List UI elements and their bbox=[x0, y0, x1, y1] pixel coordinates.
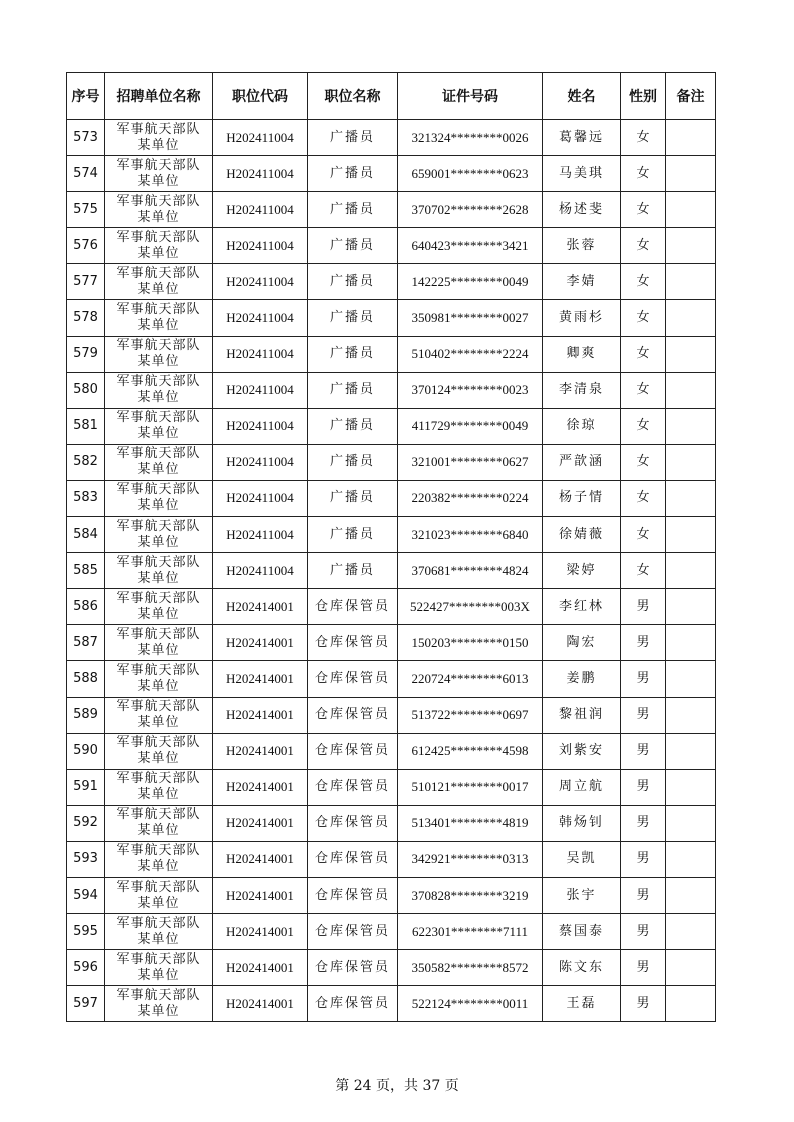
cell-code: H202414001 bbox=[213, 733, 308, 769]
cell-unit-line2: 某单位 bbox=[137, 426, 180, 442]
cell-gender: 女 bbox=[621, 300, 666, 336]
cell-seq: 586 bbox=[67, 589, 105, 625]
cell-seq: 575 bbox=[67, 192, 105, 228]
cell-unit bbox=[105, 769, 213, 805]
header-gender: 性别 bbox=[621, 73, 666, 120]
table-row bbox=[67, 300, 716, 336]
cell-unit-line2: 某单位 bbox=[137, 390, 180, 406]
header-name: 姓名 bbox=[543, 73, 621, 120]
cell-code: H202411004 bbox=[213, 192, 308, 228]
cell-name: 王磊 bbox=[543, 986, 621, 1022]
cell-unit-line2: 某单位 bbox=[137, 787, 180, 803]
cell-seq: 588 bbox=[67, 661, 105, 697]
cell-position: 广播员 bbox=[308, 120, 398, 156]
cell-id: 370828********3219 bbox=[398, 877, 543, 913]
cell-gender: 男 bbox=[621, 589, 666, 625]
cell-seq: 576 bbox=[67, 228, 105, 264]
cell-unit-line1: 军事航天部队 bbox=[116, 590, 201, 606]
cell-unit bbox=[105, 192, 213, 228]
cell-code: H202411004 bbox=[213, 300, 308, 336]
page-footer: 第 24 页，共 37 页 bbox=[335, 1078, 459, 1094]
cell-note bbox=[666, 625, 716, 661]
table-row bbox=[67, 769, 716, 805]
table-row bbox=[67, 589, 716, 625]
cell-note bbox=[666, 697, 716, 733]
cell-unit-line1: 军事航天部队 bbox=[116, 987, 201, 1003]
cell-unit bbox=[105, 914, 213, 950]
cell-note bbox=[666, 300, 716, 336]
cell-position: 仓库保管员 bbox=[308, 589, 398, 625]
cell-unit-line2: 某单位 bbox=[137, 318, 180, 334]
cell-unit-line1: 军事航天部队 bbox=[116, 735, 201, 751]
cell-seq: 573 bbox=[67, 120, 105, 156]
cell-seq: 574 bbox=[67, 156, 105, 192]
cell-id: 350582********8572 bbox=[398, 950, 543, 986]
cell-unit-line1: 军事航天部队 bbox=[116, 374, 201, 390]
cell-code: H202411004 bbox=[213, 264, 308, 300]
cell-code: H202414001 bbox=[213, 589, 308, 625]
cell-seq: 583 bbox=[67, 480, 105, 516]
cell-gender: 女 bbox=[621, 336, 666, 372]
cell-unit-line1: 军事航天部队 bbox=[116, 626, 201, 642]
cell-id: 321324********0026 bbox=[398, 120, 543, 156]
cell-id: 220382********0224 bbox=[398, 480, 543, 516]
cell-name: 张蓉 bbox=[543, 228, 621, 264]
cell-unit bbox=[105, 625, 213, 661]
header-code: 职位代码 bbox=[213, 73, 308, 120]
cell-unit bbox=[105, 877, 213, 913]
cell-name: 李婧 bbox=[543, 264, 621, 300]
cell-note bbox=[666, 805, 716, 841]
cell-seq: 579 bbox=[67, 336, 105, 372]
cell-id: 640423********3421 bbox=[398, 228, 543, 264]
cell-unit bbox=[105, 408, 213, 444]
cell-unit bbox=[105, 661, 213, 697]
cell-unit-line2: 某单位 bbox=[137, 498, 180, 514]
cell-gender: 男 bbox=[621, 769, 666, 805]
cell-unit bbox=[105, 553, 213, 589]
cell-gender: 女 bbox=[621, 517, 666, 553]
cell-note bbox=[666, 589, 716, 625]
cell-position: 仓库保管员 bbox=[308, 986, 398, 1022]
cell-note bbox=[666, 877, 716, 913]
cell-position: 广播员 bbox=[308, 553, 398, 589]
cell-unit-line2: 某单位 bbox=[137, 281, 180, 297]
table-row bbox=[67, 444, 716, 480]
cell-unit-line1: 军事航天部队 bbox=[116, 302, 201, 318]
cell-unit-line2: 某单位 bbox=[137, 1003, 180, 1019]
cell-position: 广播员 bbox=[308, 444, 398, 480]
cell-code: H202411004 bbox=[213, 553, 308, 589]
cell-name: 刘紫安 bbox=[543, 733, 621, 769]
cell-seq: 597 bbox=[67, 986, 105, 1022]
cell-unit-line1: 军事航天部队 bbox=[116, 879, 201, 895]
cell-position: 仓库保管员 bbox=[308, 914, 398, 950]
cell-seq: 578 bbox=[67, 300, 105, 336]
cell-unit-line2: 某单位 bbox=[137, 859, 180, 875]
cell-unit-line1: 军事航天部队 bbox=[116, 410, 201, 426]
cell-name: 杨子情 bbox=[543, 480, 621, 516]
cell-id: 513722********0697 bbox=[398, 697, 543, 733]
table-row bbox=[67, 336, 716, 372]
header-note: 备注 bbox=[666, 73, 716, 120]
cell-name: 徐婧薇 bbox=[543, 517, 621, 553]
cell-unit bbox=[105, 228, 213, 264]
cell-unit bbox=[105, 372, 213, 408]
cell-gender: 女 bbox=[621, 120, 666, 156]
cell-gender: 男 bbox=[621, 914, 666, 950]
table-row bbox=[67, 120, 716, 156]
header-id: 证件号码 bbox=[398, 73, 543, 120]
cell-note bbox=[666, 120, 716, 156]
table-row bbox=[67, 192, 716, 228]
cell-code: H202414001 bbox=[213, 805, 308, 841]
cell-gender: 女 bbox=[621, 228, 666, 264]
cell-id: 321023********6840 bbox=[398, 517, 543, 553]
header-seq: 序号 bbox=[67, 73, 105, 120]
cell-unit bbox=[105, 444, 213, 480]
cell-unit-line2: 某单位 bbox=[137, 678, 180, 694]
cell-unit-line1: 军事航天部队 bbox=[116, 807, 201, 823]
cell-gender: 女 bbox=[621, 156, 666, 192]
cell-note bbox=[666, 192, 716, 228]
cell-gender: 男 bbox=[621, 661, 666, 697]
table-row bbox=[67, 553, 716, 589]
cell-unit-line2: 某单位 bbox=[137, 823, 180, 839]
cell-code: H202411004 bbox=[213, 156, 308, 192]
cell-position: 广播员 bbox=[308, 517, 398, 553]
table-row bbox=[67, 517, 716, 553]
cell-name: 李红林 bbox=[543, 589, 621, 625]
cell-id: 510121********0017 bbox=[398, 769, 543, 805]
cell-seq: 591 bbox=[67, 769, 105, 805]
cell-gender: 男 bbox=[621, 986, 666, 1022]
cell-unit-line2: 某单位 bbox=[137, 895, 180, 911]
cell-position: 仓库保管员 bbox=[308, 950, 398, 986]
cell-id: 612425********4598 bbox=[398, 733, 543, 769]
cell-position: 广播员 bbox=[308, 228, 398, 264]
cell-gender: 女 bbox=[621, 553, 666, 589]
cell-unit-line2: 某单位 bbox=[137, 606, 180, 622]
cell-name: 马美琪 bbox=[543, 156, 621, 192]
cell-code: H202411004 bbox=[213, 517, 308, 553]
cell-id: 659001********0623 bbox=[398, 156, 543, 192]
table-row bbox=[67, 697, 716, 733]
cell-seq: 589 bbox=[67, 697, 105, 733]
cell-name: 蔡国泰 bbox=[543, 914, 621, 950]
cell-position: 仓库保管员 bbox=[308, 661, 398, 697]
cell-note bbox=[666, 986, 716, 1022]
cell-name: 徐琼 bbox=[543, 408, 621, 444]
table-row bbox=[67, 408, 716, 444]
cell-seq: 593 bbox=[67, 841, 105, 877]
cell-unit-line2: 某单位 bbox=[137, 931, 180, 947]
cell-code: H202414001 bbox=[213, 697, 308, 733]
table-row bbox=[67, 264, 716, 300]
cell-name: 姜鹏 bbox=[543, 661, 621, 697]
cell-gender: 男 bbox=[621, 697, 666, 733]
cell-note bbox=[666, 733, 716, 769]
cell-unit-line2: 某单位 bbox=[137, 570, 180, 586]
cell-unit-line1: 军事航天部队 bbox=[116, 951, 201, 967]
cell-seq: 590 bbox=[67, 733, 105, 769]
cell-unit-line1: 军事航天部队 bbox=[116, 915, 201, 931]
table-row bbox=[67, 625, 716, 661]
cell-note bbox=[666, 553, 716, 589]
cell-note bbox=[666, 156, 716, 192]
table-row bbox=[67, 877, 716, 913]
cell-unit bbox=[105, 517, 213, 553]
cell-seq: 580 bbox=[67, 372, 105, 408]
cell-unit-line1: 军事航天部队 bbox=[116, 193, 201, 209]
cell-gender: 男 bbox=[621, 877, 666, 913]
candidate-table bbox=[66, 72, 716, 1022]
cell-position: 仓库保管员 bbox=[308, 841, 398, 877]
cell-unit bbox=[105, 156, 213, 192]
cell-name: 黄雨杉 bbox=[543, 300, 621, 336]
cell-unit-line1: 军事航天部队 bbox=[116, 518, 201, 534]
cell-unit-line1: 军事航天部队 bbox=[116, 229, 201, 245]
cell-unit bbox=[105, 300, 213, 336]
cell-code: H202414001 bbox=[213, 661, 308, 697]
cell-unit-line2: 某单位 bbox=[137, 967, 180, 983]
cell-seq: 594 bbox=[67, 877, 105, 913]
cell-position: 仓库保管员 bbox=[308, 733, 398, 769]
table-row bbox=[67, 805, 716, 841]
cell-position: 广播员 bbox=[308, 480, 398, 516]
cell-unit-line1: 军事航天部队 bbox=[116, 482, 201, 498]
cell-seq: 595 bbox=[67, 914, 105, 950]
cell-code: H202411004 bbox=[213, 408, 308, 444]
cell-position: 广播员 bbox=[308, 192, 398, 228]
cell-note bbox=[666, 841, 716, 877]
cell-id: 510402********2224 bbox=[398, 336, 543, 372]
cell-id: 350981********0027 bbox=[398, 300, 543, 336]
cell-id: 411729********0049 bbox=[398, 408, 543, 444]
cell-code: H202414001 bbox=[213, 625, 308, 661]
cell-unit-line2: 某单位 bbox=[137, 209, 180, 225]
cell-unit-line1: 军事航天部队 bbox=[116, 554, 201, 570]
cell-seq: 584 bbox=[67, 517, 105, 553]
cell-note bbox=[666, 408, 716, 444]
cell-unit-line1: 军事航天部队 bbox=[116, 771, 201, 787]
cell-unit-line2: 某单位 bbox=[137, 245, 180, 261]
cell-gender: 女 bbox=[621, 408, 666, 444]
cell-unit bbox=[105, 120, 213, 156]
cell-unit bbox=[105, 986, 213, 1022]
cell-unit-line1: 军事航天部队 bbox=[116, 157, 201, 173]
cell-unit bbox=[105, 697, 213, 733]
cell-code: H202414001 bbox=[213, 769, 308, 805]
cell-unit-line2: 某单位 bbox=[137, 354, 180, 370]
cell-unit-line1: 军事航天部队 bbox=[116, 662, 201, 678]
header-unit: 招聘单位名称 bbox=[105, 73, 213, 120]
cell-code: H202414001 bbox=[213, 914, 308, 950]
table-body bbox=[67, 120, 716, 1022]
cell-position: 仓库保管员 bbox=[308, 805, 398, 841]
cell-code: H202414001 bbox=[213, 950, 308, 986]
cell-note bbox=[666, 336, 716, 372]
table-header-row bbox=[67, 73, 716, 120]
table-row bbox=[67, 156, 716, 192]
cell-seq: 587 bbox=[67, 625, 105, 661]
cell-unit-line1: 军事航天部队 bbox=[116, 699, 201, 715]
cell-gender: 男 bbox=[621, 950, 666, 986]
cell-code: H202411004 bbox=[213, 444, 308, 480]
cell-id: 513401********4819 bbox=[398, 805, 543, 841]
cell-unit bbox=[105, 733, 213, 769]
cell-note bbox=[666, 914, 716, 950]
cell-code: H202414001 bbox=[213, 986, 308, 1022]
cell-unit-line2: 某单位 bbox=[137, 462, 180, 478]
cell-gender: 女 bbox=[621, 444, 666, 480]
cell-unit-line1: 军事航天部队 bbox=[116, 843, 201, 859]
cell-name: 吴凯 bbox=[543, 841, 621, 877]
cell-code: H202414001 bbox=[213, 841, 308, 877]
cell-gender: 男 bbox=[621, 625, 666, 661]
cell-code: H202411004 bbox=[213, 372, 308, 408]
cell-name: 陶宏 bbox=[543, 625, 621, 661]
cell-unit-line1: 军事航天部队 bbox=[116, 446, 201, 462]
cell-unit bbox=[105, 480, 213, 516]
table-row bbox=[67, 950, 716, 986]
cell-seq: 577 bbox=[67, 264, 105, 300]
cell-unit bbox=[105, 264, 213, 300]
cell-note bbox=[666, 228, 716, 264]
cell-id: 321001********0627 bbox=[398, 444, 543, 480]
cell-note bbox=[666, 480, 716, 516]
cell-gender: 男 bbox=[621, 733, 666, 769]
cell-position: 广播员 bbox=[308, 408, 398, 444]
cell-seq: 596 bbox=[67, 950, 105, 986]
cell-position: 仓库保管员 bbox=[308, 769, 398, 805]
table-row bbox=[67, 733, 716, 769]
cell-id: 370124********0023 bbox=[398, 372, 543, 408]
cell-name: 周立航 bbox=[543, 769, 621, 805]
cell-unit-line1: 军事航天部队 bbox=[116, 338, 201, 354]
cell-name: 张宇 bbox=[543, 877, 621, 913]
cell-note bbox=[666, 372, 716, 408]
header-position: 职位名称 bbox=[308, 73, 398, 120]
cell-unit-line2: 某单位 bbox=[137, 715, 180, 731]
cell-id: 622301********7111 bbox=[398, 914, 543, 950]
cell-note bbox=[666, 769, 716, 805]
table-row bbox=[67, 986, 716, 1022]
table-row bbox=[67, 480, 716, 516]
cell-unit-line2: 某单位 bbox=[137, 534, 180, 550]
cell-name: 韩炀钊 bbox=[543, 805, 621, 841]
table-row bbox=[67, 228, 716, 264]
cell-gender: 女 bbox=[621, 480, 666, 516]
cell-position: 仓库保管员 bbox=[308, 877, 398, 913]
cell-id: 220724********6013 bbox=[398, 661, 543, 697]
cell-name: 严歆涵 bbox=[543, 444, 621, 480]
cell-gender: 男 bbox=[621, 805, 666, 841]
cell-seq: 585 bbox=[67, 553, 105, 589]
cell-position: 广播员 bbox=[308, 156, 398, 192]
cell-unit bbox=[105, 336, 213, 372]
cell-code: H202411004 bbox=[213, 120, 308, 156]
cell-position: 仓库保管员 bbox=[308, 697, 398, 733]
cell-gender: 女 bbox=[621, 372, 666, 408]
cell-id: 522124********0011 bbox=[398, 986, 543, 1022]
cell-position: 广播员 bbox=[308, 336, 398, 372]
table-row bbox=[67, 841, 716, 877]
cell-code: H202411004 bbox=[213, 228, 308, 264]
cell-gender: 女 bbox=[621, 264, 666, 300]
cell-unit bbox=[105, 589, 213, 625]
cell-code: H202411004 bbox=[213, 336, 308, 372]
cell-id: 522427********003X bbox=[398, 589, 543, 625]
cell-id: 142225********0049 bbox=[398, 264, 543, 300]
table-row bbox=[67, 372, 716, 408]
cell-position: 广播员 bbox=[308, 372, 398, 408]
cell-name: 杨述斐 bbox=[543, 192, 621, 228]
cell-position: 广播员 bbox=[308, 300, 398, 336]
cell-id: 342921********0313 bbox=[398, 841, 543, 877]
cell-unit-line1: 军事航天部队 bbox=[116, 121, 201, 137]
cell-name: 梁婷 bbox=[543, 553, 621, 589]
cell-code: H202411004 bbox=[213, 480, 308, 516]
cell-name: 陈文东 bbox=[543, 950, 621, 986]
table-row bbox=[67, 661, 716, 697]
cell-position: 广播员 bbox=[308, 264, 398, 300]
cell-note bbox=[666, 661, 716, 697]
cell-unit bbox=[105, 841, 213, 877]
cell-unit-line2: 某单位 bbox=[137, 173, 180, 189]
cell-seq: 592 bbox=[67, 805, 105, 841]
cell-unit-line1: 军事航天部队 bbox=[116, 265, 201, 281]
cell-name: 卿爽 bbox=[543, 336, 621, 372]
cell-position: 仓库保管员 bbox=[308, 625, 398, 661]
cell-id: 370681********4824 bbox=[398, 553, 543, 589]
cell-gender: 男 bbox=[621, 841, 666, 877]
cell-unit-line2: 某单位 bbox=[137, 642, 180, 658]
cell-unit-line2: 某单位 bbox=[137, 751, 180, 767]
cell-note bbox=[666, 444, 716, 480]
cell-note bbox=[666, 950, 716, 986]
cell-unit-line2: 某单位 bbox=[137, 137, 180, 153]
cell-id: 150203********0150 bbox=[398, 625, 543, 661]
cell-name: 李清泉 bbox=[543, 372, 621, 408]
cell-note bbox=[666, 264, 716, 300]
cell-name: 葛馨远 bbox=[543, 120, 621, 156]
cell-name: 黎祖润 bbox=[543, 697, 621, 733]
cell-id: 370702********2628 bbox=[398, 192, 543, 228]
cell-code: H202414001 bbox=[213, 877, 308, 913]
cell-gender: 女 bbox=[621, 192, 666, 228]
table-row bbox=[67, 914, 716, 950]
cell-seq: 582 bbox=[67, 444, 105, 480]
cell-note bbox=[666, 517, 716, 553]
cell-seq: 581 bbox=[67, 408, 105, 444]
cell-unit bbox=[105, 805, 213, 841]
cell-unit bbox=[105, 950, 213, 986]
